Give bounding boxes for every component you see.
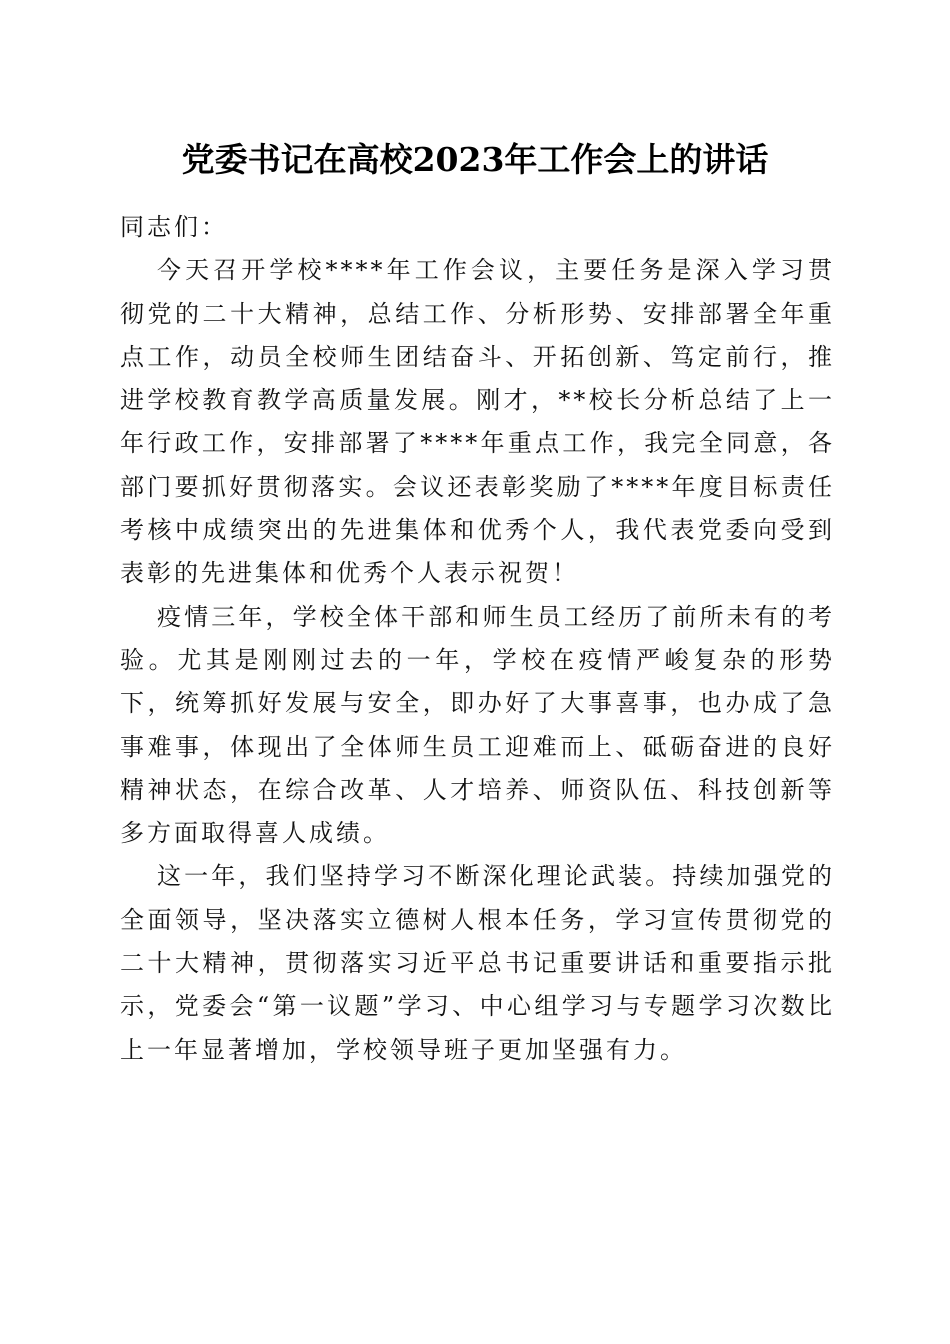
salutation: 同志们： bbox=[120, 213, 228, 241]
paragraph-3: 这一年，我们坚持学习不断深化理论武装。持续加强党的全面领导，坚决落实立德树人根本任务，学习宣传贯彻党的二十大精神，贯彻落实习近平总书记重要讲话和重要指示批示，党委会“第一议题”学习、中心组学习与专题学习次数比上一年显著增加，学校领导班子更加坚强有力。 bbox=[120, 862, 835, 1064]
paragraph-1: 今天召开学校****年工作会议，主要任务是深入学习贯彻党的二十大精神，总结工作、分析形势、安排部署全年重点工作，动员全校师生团结奋斗、开拓创新、笃定前行，推进学校教育教学高质量发展。刚才，**校长分析总结了上一年行政工作，安排部署了****年重点工作，我完全同意，各部门要抓好贯彻落实。会议还表彰奖励了****年度目标责任考核中成绩突出的先进集体和优秀个人，我代表党委向受到表彰的先进集体和优秀个人表示祝贺！ bbox=[120, 256, 835, 588]
document-body bbox=[120, 206, 835, 1072]
paragraph-2: 疫情三年，学校全体干部和师生员工经历了前所未有的考验。尤其是刚刚过去的一年，学校在疫情严峻复杂的形势下，统筹抓好发展与安全，即办好了大事喜事，也办成了急事难事，体现出了全体师生员工迎难而上、砥砺奋进的良好精神状态，在综合改革、人才培养、师资队伍、科技创新等多方面取得喜人成绩。 bbox=[120, 602, 835, 848]
document-title: 党委书记在高校2023年工作会上的讲话 bbox=[181, 140, 769, 179]
